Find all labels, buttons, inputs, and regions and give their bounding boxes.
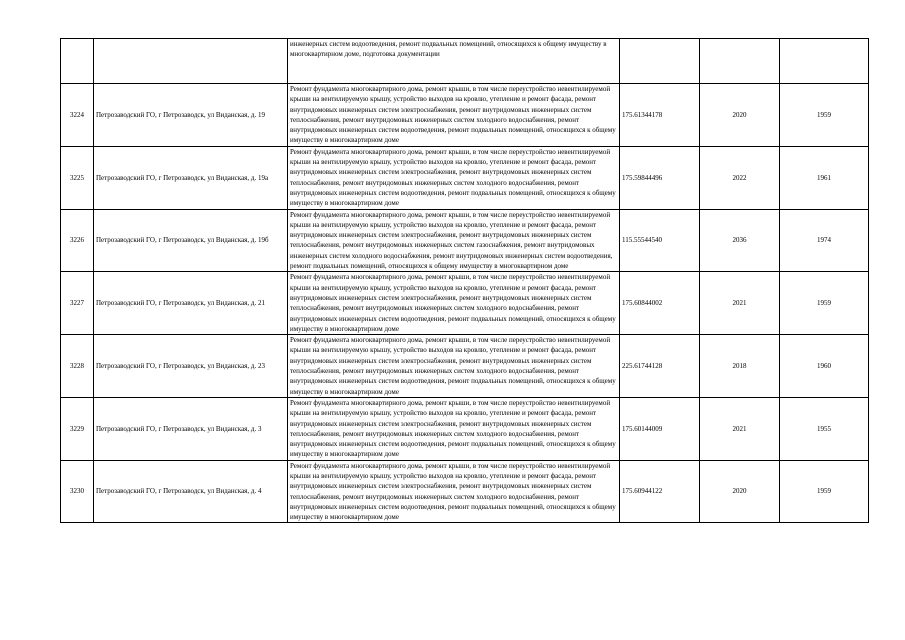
table-row [61,272,869,335]
repair-schedule-table [60,38,869,523]
plan-year-cell: 2020 [700,460,780,523]
address-cell: Петрозаводский ГО, г Петрозаводск, ул Виданская, д. 19 [94,84,288,147]
works-cell: Ремонт фундамента многоквартирного дома, ремонт крыши, в том числе переустройство невентилируемой крыши на вентилируемую крышу, устройство выходов на кровлю, утепление и ремонт фасада, ремонт внутридомовых инженерных систем электроснабжения, ремонт внутридомовых инженерных систем теплоснабжения, ремонт внутридомовых инженерных систем холодного водоснабжения, ремонт внутридомовых инженерных систем водоотведения, ремонт подвальных помещений, относящихся к общему имуществу в многоквартирном доме [288,460,620,523]
row-number: 3230 [61,460,94,523]
built-year-cell: 1959 [780,84,869,147]
address-cell: Петрозаводский ГО, г Петрозаводск, ул Виданская, д. 21 [94,272,288,335]
address-cell: Петрозаводский ГО, г Петрозаводск, ул Виданская, д. 19б [94,209,288,272]
plan-year-cell: 2020 [700,84,780,147]
table-row [61,335,869,398]
built-year-cell: 1959 [780,272,869,335]
cost-cell: 175.60144009 [620,397,700,460]
cost-cell: 115.55544540 [620,209,700,272]
table-row [61,84,869,147]
cost-cell: 175.60944122 [620,460,700,523]
cost-cell: 175.59844496 [620,146,700,209]
address-cell: Петрозаводский ГО, г Петрозаводск, ул Виданская, д. 19а [94,146,288,209]
address-cell [94,39,288,84]
table-row [61,209,869,272]
plan-year-cell: 2018 [700,335,780,398]
cost-cell: 225.61744128 [620,335,700,398]
plan-year-cell: 2022 [700,146,780,209]
built-year-cell [780,39,869,84]
table-row [61,146,869,209]
row-number: 3227 [61,272,94,335]
row-number: 3224 [61,84,94,147]
plan-year-cell: 2021 [700,272,780,335]
table-row [61,39,869,84]
row-number: 3229 [61,397,94,460]
cost-cell: 175.61344178 [620,84,700,147]
works-cell: Ремонт фундамента многоквартирного дома, ремонт крыши, в том числе переустройство невентилируемой крыши на вентилируемую крышу, устройство выходов на кровлю, утепление и ремонт фасада, ремонт внутридомовых инженерных систем электроснабжения, ремонт внутридомовых инженерных систем теплоснабжения, ремонт внутридомовых инженерных систем холодного водоснабжения, ремонт внутридомовых инженерных систем водоотведения, ремонт подвальных помещений, относящихся к общему имуществу в многоквартирном доме [288,272,620,335]
built-year-cell: 1974 [780,209,869,272]
plan-year-cell [700,39,780,84]
row-number [61,39,94,84]
plan-year-cell: 2021 [700,397,780,460]
works-cell: Ремонт фундамента многоквартирного дома, ремонт крыши, в том числе переустройство невентилируемой крыши на вентилируемую крышу, устройство выходов на кровлю, утепление и ремонт фасада, ремонт внутридомовых инженерных систем электроснабжения, ремонт внутридомовых инженерных систем теплоснабжения, ремонт внутридомовых инженерных систем холодного водоснабжения, ремонт внутридомовых инженерных систем водоотведения, ремонт подвальных помещений, относящихся к общему имуществу в многоквартирном доме [288,335,620,398]
row-number: 3228 [61,335,94,398]
works-cell: Ремонт фундамента многоквартирного дома, ремонт крыши, в том числе переустройство невентилируемой крыши на вентилируемую крышу, устройство выходов на кровлю, утепление и ремонт фасада, ремонт внутридомовых инженерных систем электроснабжения, ремонт внутридомовых инженерных систем теплоснабжения, ремонт внутридомовых инженерных систем холодного водоснабжения, ремонт внутридомовых инженерных систем водоотведения, ремонт подвальных помещений, относящихся к общему имуществу в многоквартирном доме [288,84,620,147]
row-number: 3225 [61,146,94,209]
address-cell: Петрозаводский ГО, г Петрозаводск, ул Виданская, д. 3 [94,397,288,460]
built-year-cell: 1961 [780,146,869,209]
cost-cell: 175.60844002 [620,272,700,335]
table-row [61,397,869,460]
row-number: 3226 [61,209,94,272]
works-cell: Ремонт фундамента многоквартирного дома, ремонт крыши, в том числе переустройство невентилируемой крыши на вентилируемую крышу, устройство выходов на кровлю, утепление и ремонт фасада, ремонт внутридомовых инженерных систем электроснабжения, ремонт внутридомовых инженерных систем теплоснабжения, ремонт внутридомовых инженерных систем холодного водоснабжения, ремонт внутридомовых инженерных систем водоотведения, ремонт подвальных помещений, относящихся к общему имуществу в многоквартирном доме [288,146,620,209]
built-year-cell: 1955 [780,397,869,460]
works-cell: инженерных систем водоотведения, ремонт подвальных помещений, относящихся к общему имуществу в многоквартирном доме, подготовка документации [288,39,620,84]
built-year-cell: 1959 [780,460,869,523]
table-row [61,460,869,523]
address-cell: Петрозаводский ГО, г Петрозаводск, ул Виданская, д. 23 [94,335,288,398]
built-year-cell: 1960 [780,335,869,398]
works-cell: Ремонт фундамента многоквартирного дома, ремонт крыши, в том числе переустройство невентилируемой крыши на вентилируемую крышу, устройство выходов на кровлю, утепление и ремонт фасада, ремонт внутридомовых инженерных систем электроснабжения, ремонт внутридомовых инженерных систем теплоснабжения, ремонт внутридомовых инженерных систем холодного водоснабжения, ремонт внутридомовых инженерных систем водоотведения, ремонт подвальных помещений, относящихся к общему имуществу в многоквартирном доме [288,397,620,460]
plan-year-cell: 2036 [700,209,780,272]
cost-cell [620,39,700,84]
address-cell: Петрозаводский ГО, г Петрозаводск, ул Виданская, д. 4 [94,460,288,523]
works-cell: Ремонт фундамента многоквартирного дома, ремонт крыши, в том числе переустройство невентилируемой крыши на вентилируемую крышу, устройство выходов на кровлю, утепление и ремонт фасада, ремонт внутридомовых инженерных систем электроснабжения, ремонт внутридомовых инженерных систем теплоснабжения, ремонт внутридомовых инженерных систем газоснабжения, ремонт внутридомовых инженерных систем холодного водоснабжения, ремонт внутридомовых инженерных систем водоотведения, ремонт подвальных помещений, относящихся к общему имуществу в многоквартирном доме [288,209,620,272]
